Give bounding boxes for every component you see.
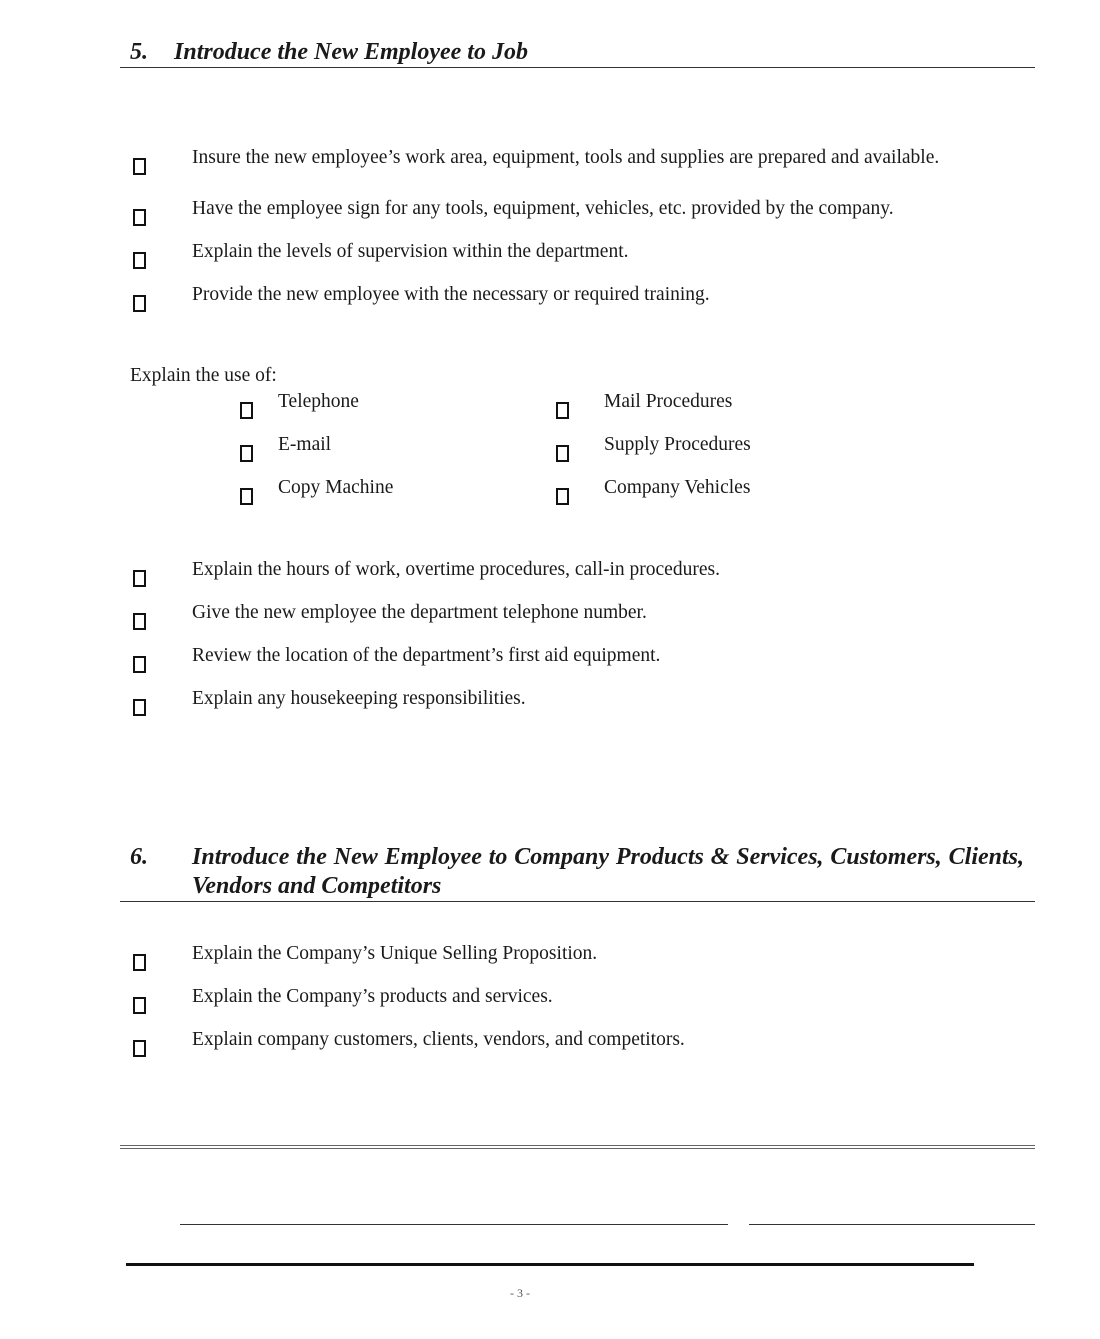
- checkbox-training[interactable]: [133, 295, 146, 312]
- section-6-rule: [120, 901, 1035, 902]
- checkbox-first-aid[interactable]: [133, 656, 146, 673]
- item-customers-vendors: Explain company customers, clients, vendors, and competitors.: [192, 1029, 685, 1050]
- explain-use-label: Explain the use of:: [130, 365, 277, 386]
- section-5-number: 5.: [130, 39, 148, 65]
- checkbox-copy-machine[interactable]: [240, 488, 253, 505]
- use-mail-procedures: Mail Procedures: [604, 391, 733, 412]
- item-department-phone: Give the new employee the department telephone number.: [192, 602, 647, 623]
- checkbox-email[interactable]: [240, 445, 253, 462]
- checkbox-customers-vendors[interactable]: [133, 1040, 146, 1057]
- checkbox-telephone[interactable]: [240, 402, 253, 419]
- checkbox-products-services[interactable]: [133, 997, 146, 1014]
- checkbox-usp[interactable]: [133, 954, 146, 971]
- section-6-title: Introduce the New Employee to Company Products & Services, Customers, Clients, Vendors and Competitors: [192, 844, 1024, 899]
- checkbox-supervision-levels[interactable]: [133, 252, 146, 269]
- checkbox-company-vehicles[interactable]: [556, 488, 569, 505]
- checkbox-housekeeping[interactable]: [133, 699, 146, 716]
- item-products-services: Explain the Company’s products and services.: [192, 986, 553, 1007]
- item-training: Provide the new employee with the necessary or required training.: [192, 284, 710, 305]
- item-usp: Explain the Company’s Unique Selling Proposition.: [192, 943, 598, 964]
- signature-line-right: [749, 1224, 1035, 1225]
- use-copy-machine: Copy Machine: [278, 477, 394, 498]
- item-hours-of-work: Explain the hours of work, overtime procedures, call-in procedures.: [192, 559, 720, 580]
- checkbox-hours-of-work[interactable]: [133, 570, 146, 587]
- footer-rule: [126, 1263, 974, 1266]
- double-rule: [120, 1145, 1035, 1149]
- item-supervision-levels: Explain the levels of supervision within the department.: [192, 241, 629, 262]
- checkbox-sign-tools[interactable]: [133, 209, 146, 226]
- signature-line-left: [180, 1224, 728, 1225]
- use-email: E-mail: [278, 434, 332, 455]
- checkbox-work-area[interactable]: [133, 158, 146, 175]
- item-housekeeping: Explain any housekeeping responsibilities.: [192, 688, 526, 709]
- use-telephone: Telephone: [278, 391, 359, 412]
- checkbox-department-phone[interactable]: [133, 613, 146, 630]
- checkbox-supply-procedures[interactable]: [556, 445, 569, 462]
- item-sign-tools: Have the employee sign for any tools, equipment, vehicles, etc. provided by the company.: [192, 198, 894, 219]
- item-first-aid: Review the location of the department’s first aid equipment.: [192, 645, 661, 666]
- section-5-title: Introduce the New Employee to Job: [174, 39, 528, 65]
- checkbox-mail-procedures[interactable]: [556, 402, 569, 419]
- section-5-rule: [120, 67, 1035, 68]
- use-company-vehicles: Company Vehicles: [604, 477, 751, 498]
- use-supply-procedures: Supply Procedures: [604, 434, 751, 455]
- section-6-number: 6.: [130, 844, 148, 870]
- item-work-area: Insure the new employee’s work area, equipment, tools and supplies are prepared and available.: [192, 147, 940, 168]
- page-number: - 3 -: [510, 1286, 530, 1300]
